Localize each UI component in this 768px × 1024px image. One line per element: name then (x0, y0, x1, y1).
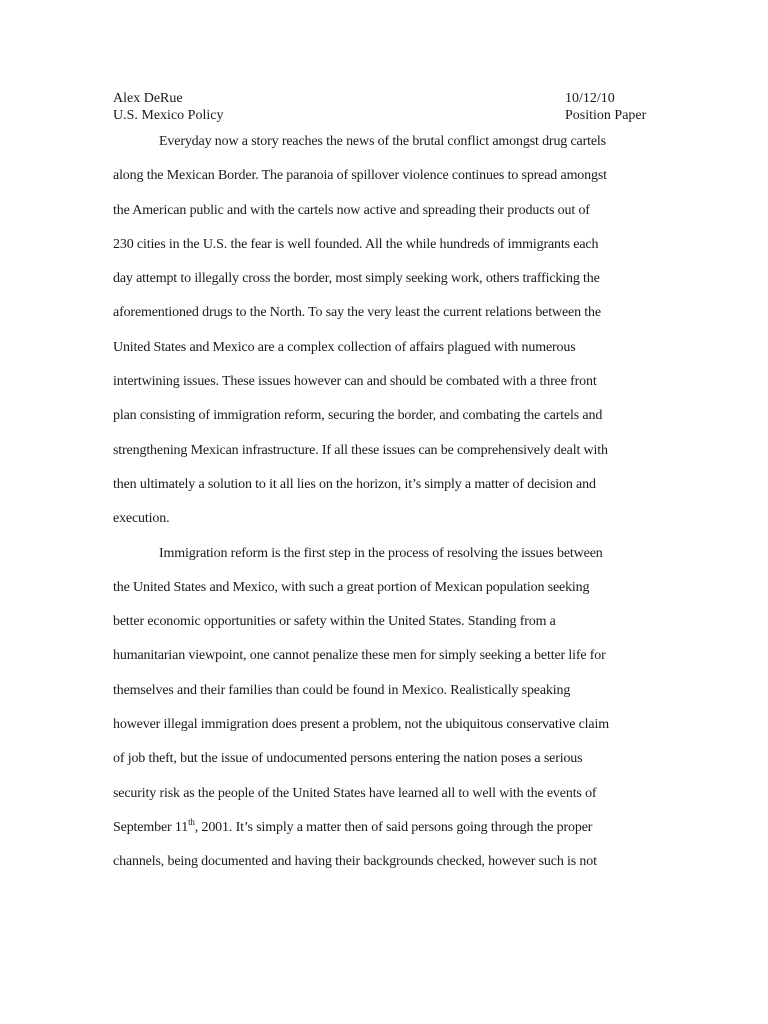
paragraph-line: Immigration reform is the first step in the process of resolving the issues between (159, 545, 603, 561)
paragraph-line: strengthening Mexican infrastructure. If all these issues can be comprehensively dealt with (113, 442, 608, 458)
author-name: Alex DeRue (113, 91, 183, 106)
paragraph-line: then ultimately a solution to it all lies on the horizon, it’s simply a matter of decision and (113, 476, 596, 492)
paragraph-line: aforementioned drugs to the North. To say the very least the current relations between the (113, 305, 601, 321)
paragraph-line: channels, being documented and having their backgrounds checked, however such is not (113, 854, 597, 870)
header-row-1 (113, 90, 653, 107)
header-row-2 (113, 107, 653, 124)
paragraph-line: humanitarian viewpoint, one cannot penalize these men for simply seeking a better life for (113, 648, 606, 664)
paragraph-line: intertwining issues. These issues however can and should be combated with a three front (113, 374, 597, 390)
document-type: Position Paper (565, 108, 647, 123)
date-text: September 11 (113, 819, 189, 835)
paragraph-line: themselves and their families than could be found in Mexico. Realistically speaking (113, 682, 571, 698)
paragraph-line: execution. (113, 511, 170, 527)
paragraph-line: of job theft, but the issue of undocumented persons entering the nation poses a serious (113, 751, 583, 767)
document-date: 10/12/10 (565, 91, 615, 106)
paragraph-line: however illegal immigration does present a problem, not the ubiquitous conservative claim (113, 717, 609, 733)
paragraph-line: the United States and Mexico, with such a great portion of Mexican population seeking (113, 579, 590, 595)
paragraph-line: day attempt to illegally cross the border, most simply seeking work, others trafficking the (113, 271, 600, 287)
paragraph-line: Everyday now a story reaches the news of the brutal conflict amongst drug cartels (159, 134, 606, 149)
document-page (113, 90, 653, 880)
paragraph-line: security risk as the people of the United States have learned all to well with the events of (113, 785, 597, 801)
body-text (113, 125, 653, 880)
paragraph-line: the American public and with the cartels now active and spreading their products out of (113, 202, 590, 218)
paragraph-line: plan consisting of immigration reform, securing the border, and combating the cartels and (113, 408, 603, 424)
line-continuation: , 2001. It’s simply a matter then of said persons going through the proper (194, 819, 593, 835)
course-name: U.S. Mexico Policy (113, 108, 224, 123)
ordinal-suffix: th (188, 816, 195, 827)
paragraph-line: along the Mexican Border. The paranoia of spillover violence continues to spread amongst (113, 168, 607, 184)
paragraph-line: better economic opportunities or safety within the United States. Standing from a (113, 614, 556, 630)
paragraph-line-september (113, 811, 653, 845)
paragraph-line: United States and Mexico are a complex collection of affairs plagued with numerous (113, 339, 576, 355)
paragraph-line: 230 cities in the U.S. the fear is well founded. All the while hundreds of immigrants each (113, 236, 599, 252)
